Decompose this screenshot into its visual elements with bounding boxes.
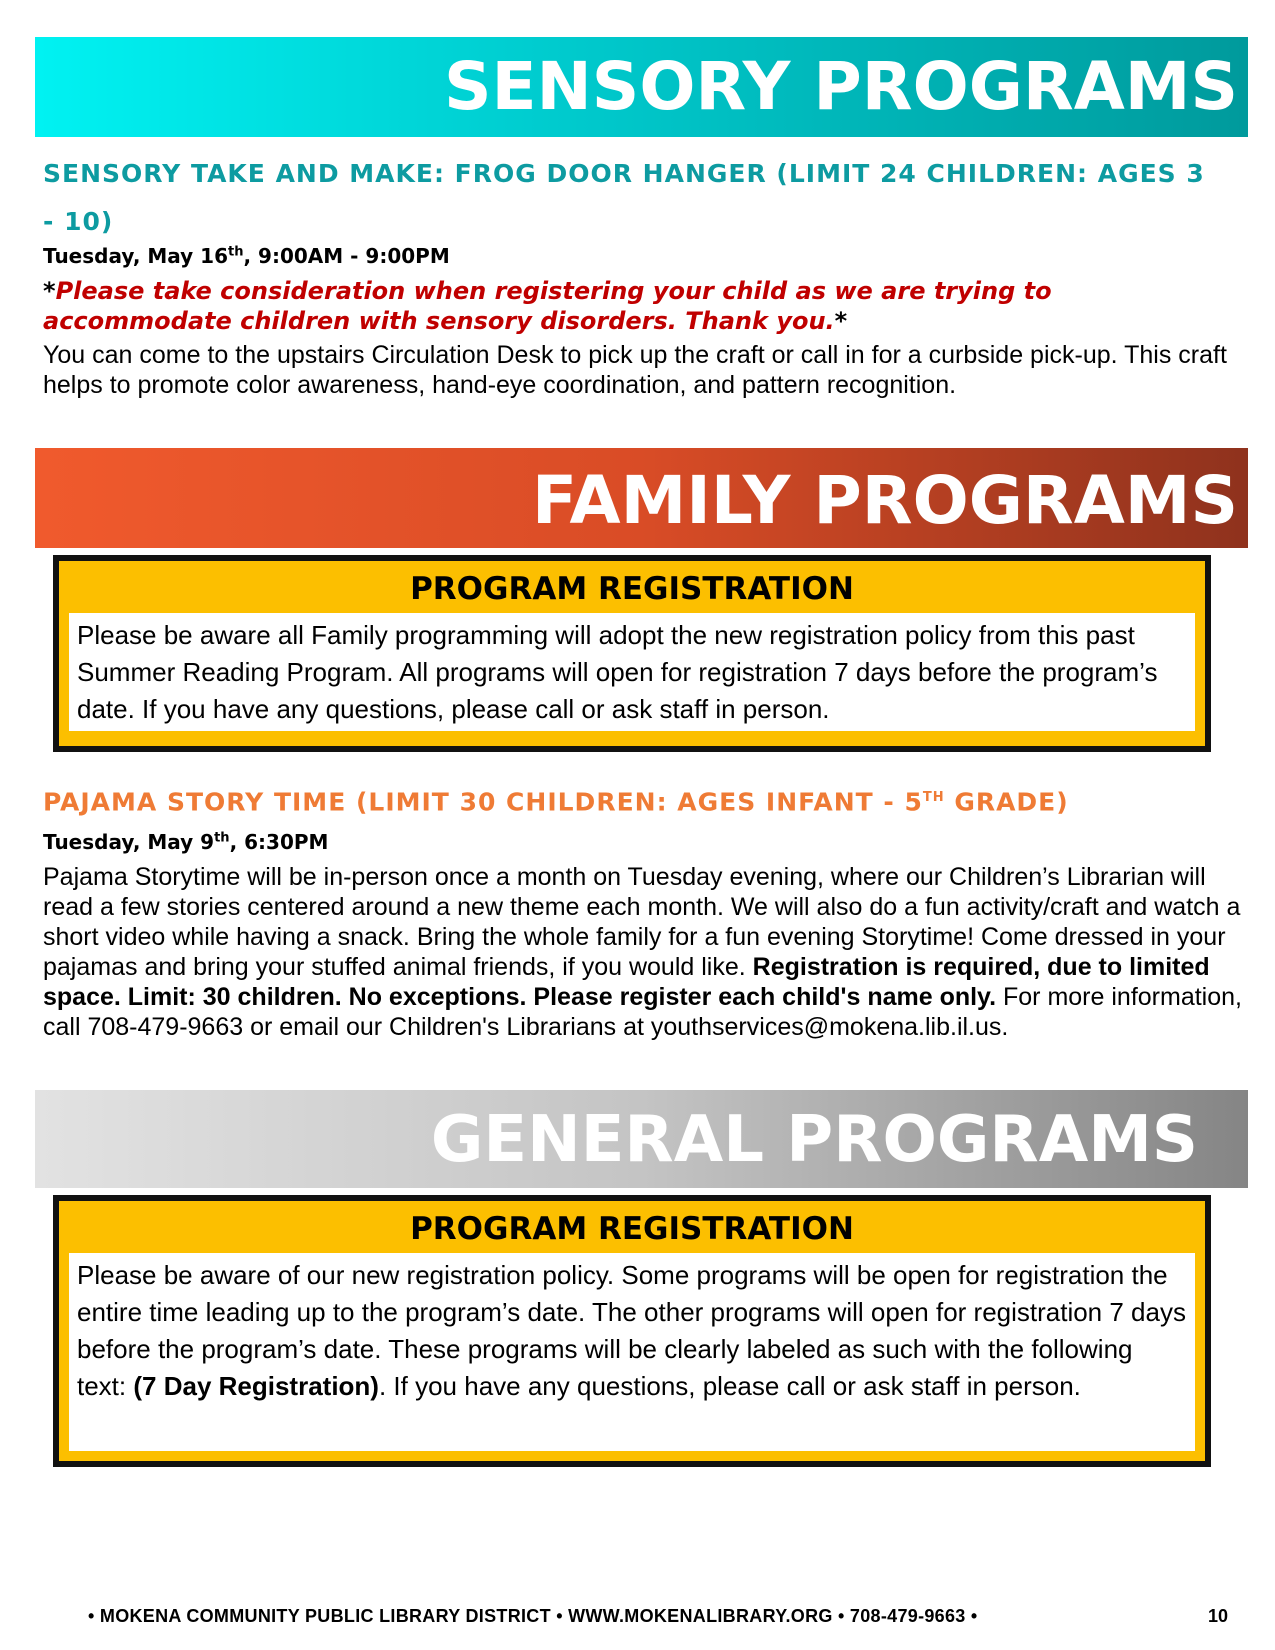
general-reg-text-start: Please be aware of our new registration policy. Some programs will be open for registration the entire time leading up to the program’s date. The other programs will open for registration 7 days before the program’s date. These programs will be clearly labeled as such with the following text: — [77, 1260, 1186, 1401]
sensory-consideration-note — [43, 276, 1193, 336]
pajama-date-main: Tuesday, May 9 — [43, 830, 215, 854]
sensory-event-title: SENSORY TAKE AND MAKE: FROG DOOR HANGER (LIMIT 24 CHILDREN: AGES 3 - 10) — [43, 159, 1205, 236]
sensory-date-main: Tuesday, May 16 — [43, 244, 229, 268]
pajama-description — [43, 862, 1243, 1042]
general-registration-title: PROGRAM REGISTRATION — [410, 1211, 854, 1247]
sensory-description: You can come to the upstairs Circulation Desk to pick up the craft or call in for a curbside pick-up. This craft helps to promote color awareness, hand-eye coordination, and pattern recognition. — [43, 341, 1227, 399]
family-registration-box — [53, 555, 1211, 752]
general-registration-text — [69, 1253, 1195, 1451]
family-programs-banner — [35, 448, 1248, 548]
pajama-title-main: PAJAMA STORY TIME (LIMIT 30 CHILDREN: AGES INFANT - 5 — [43, 787, 923, 817]
general-banner-title: GENERAL PROGRAMS — [430, 1103, 1198, 1177]
general-programs-banner — [35, 1090, 1248, 1188]
family-banner-title: FAMILY PROGRAMS — [532, 462, 1238, 539]
sensory-date-time: , 9:00AM - 9:00PM — [243, 244, 450, 268]
family-registration-text: Please be aware all Family programming will adopt the new registration policy from this past Summer Reading Program. All programs will open for registration 7 days before the program’s date. If you have any questions, please call or ask staff in person. — [69, 613, 1195, 731]
sensory-programs-banner — [35, 37, 1248, 137]
family-registration-title: PROGRAM REGISTRATION — [410, 571, 854, 607]
pajama-event-title — [43, 780, 1223, 820]
sensory-event-date — [43, 244, 450, 268]
pajama-title-end: GRADE) — [944, 787, 1069, 817]
sensory-date-sup: th — [228, 244, 244, 260]
note-text: Please take consideration when registering your child as we are trying to accommodate children with sensory disorders. Thank you. — [43, 277, 1052, 335]
note-asterisk-close: * — [834, 307, 848, 335]
pajama-date-sup: th — [214, 830, 230, 846]
pajama-desc-end: For more information, call 708-479-9663 or email our Children's Librarians at youthservices@mokena.lib.il.us. — [43, 983, 1242, 1041]
general-registration-box — [53, 1195, 1211, 1467]
page-footer: • MOKENA COMMUNITY PUBLIC LIBRARY DISTRICT • WWW.MOKENALIBRARY.ORG • 708-479-9663 • — [88, 1606, 978, 1626]
pajama-date-time: , 6:30PM — [229, 830, 329, 854]
general-reg-text-bold: (7 Day Registration) — [133, 1371, 379, 1401]
pajama-event-date — [43, 830, 328, 854]
pajama-title-sup: TH — [922, 790, 945, 805]
note-asterisk-open: * — [43, 277, 56, 305]
pajama-desc-start: Pajama Storytime will be in-person once a month on Tuesday evening, where our Children’s Librarian will read a few stories centered around a new theme each month. We will also do a fun activity/craft and watch a short video while having a snack. Bring the whole family for a fun evening Storytime! Come dressed in your pajamas and bring your stuffed animal friends, if you would like. — [43, 863, 1241, 981]
sensory-banner-title: SENSORY PROGRAMS — [443, 48, 1238, 125]
page-number: 10 — [1208, 1606, 1229, 1626]
general-reg-text-end: . If you have any questions, please call or ask staff in person. — [378, 1371, 1081, 1401]
pajama-desc-bold: Registration is required, due to limited space. Limit: 30 children. No exceptions. Please register each child's name only. — [43, 953, 1210, 1011]
